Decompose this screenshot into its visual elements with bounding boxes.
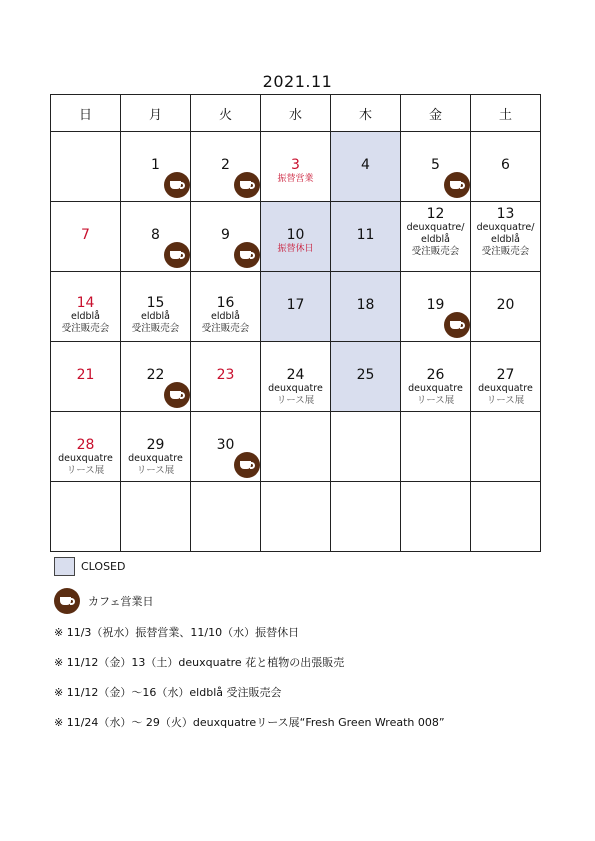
day-number: 16	[216, 295, 235, 311]
day-number: 7	[81, 227, 90, 243]
day-number: 18	[356, 297, 375, 313]
weekday-header-row	[51, 95, 541, 132]
day-cell-empty	[51, 132, 121, 202]
day-number: 14	[76, 295, 95, 311]
day-cell	[471, 132, 541, 202]
week-row	[51, 412, 541, 482]
coffee-cup-icon	[164, 172, 190, 198]
day-number: 13	[496, 206, 515, 222]
weekday-thu: 木	[331, 95, 401, 132]
day-cell-empty	[331, 482, 401, 552]
event-label: 受注販売会	[61, 323, 110, 334]
day-cell	[191, 272, 261, 342]
event-label: リース展	[136, 465, 175, 476]
event-label: 受注販売会	[411, 246, 460, 257]
day-cell	[471, 342, 541, 412]
day-cell	[401, 202, 471, 272]
day-number: 28	[76, 437, 95, 453]
day-cell-closed	[331, 272, 401, 342]
calendar-title: 2021.11	[262, 72, 333, 91]
day-number: 9	[221, 227, 230, 243]
day-cell	[401, 272, 471, 342]
legend-closed-label: CLOSED	[81, 560, 126, 573]
event-label: deuxquatre	[268, 383, 323, 394]
event-label: リース展	[416, 395, 455, 406]
day-cell	[191, 412, 261, 482]
legend-closed	[54, 557, 125, 576]
day-number: 23	[216, 367, 235, 383]
weekday-sat: 土	[471, 95, 541, 132]
day-cell-closed	[331, 132, 401, 202]
weekday-mon: 月	[121, 95, 191, 132]
day-number: 5	[431, 157, 440, 173]
event-label: eldblå	[490, 234, 520, 245]
event-label: eldblå	[70, 311, 100, 322]
coffee-cup-icon	[444, 312, 470, 338]
day-cell	[471, 272, 541, 342]
notes-list	[54, 618, 445, 738]
event-label: 受注販売会	[481, 246, 530, 257]
day-cell	[191, 132, 261, 202]
closed-swatch	[54, 557, 75, 576]
day-number: 21	[76, 367, 95, 383]
day-note: 振替営業	[277, 174, 314, 184]
day-number: 24	[286, 367, 305, 383]
coffee-cup-icon	[234, 242, 260, 268]
day-note: 振替休日	[277, 244, 314, 254]
coffee-cup-icon	[54, 588, 80, 614]
day-cell-empty	[261, 412, 331, 482]
day-number: 12	[426, 206, 445, 222]
day-cell	[401, 132, 471, 202]
weekday-fri: 金	[401, 95, 471, 132]
day-cell	[121, 412, 191, 482]
day-number: 30	[216, 437, 235, 453]
day-cell	[121, 342, 191, 412]
event-label: eldblå	[210, 311, 240, 322]
week-row	[51, 482, 541, 552]
day-cell-closed	[331, 202, 401, 272]
day-cell-closed	[261, 272, 331, 342]
event-label: deuxquatre	[408, 383, 463, 394]
day-number: 8	[151, 227, 160, 243]
day-cell-empty	[261, 482, 331, 552]
day-number: 1	[151, 157, 160, 173]
coffee-cup-icon	[444, 172, 470, 198]
day-cell-empty	[191, 482, 261, 552]
day-cell-closed	[261, 202, 331, 272]
day-cell-empty	[121, 482, 191, 552]
day-cell	[261, 342, 331, 412]
day-number: 2	[221, 157, 230, 173]
day-cell	[121, 202, 191, 272]
day-number: 10	[286, 227, 305, 243]
coffee-cup-icon	[234, 172, 260, 198]
day-cell	[121, 272, 191, 342]
day-number: 29	[146, 437, 165, 453]
day-number: 26	[426, 367, 445, 383]
event-label: eldblå	[140, 311, 170, 322]
day-cell	[51, 202, 121, 272]
event-label: eldblå	[420, 234, 450, 245]
day-number: 4	[361, 157, 370, 173]
event-label: deuxquatre/	[406, 222, 465, 233]
coffee-cup-icon	[164, 382, 190, 408]
week-row	[51, 132, 541, 202]
coffee-cup-icon	[234, 452, 260, 478]
week-row	[51, 202, 541, 272]
event-label: deuxquatre	[58, 453, 113, 464]
day-number: 11	[356, 227, 375, 243]
day-cell-empty	[51, 482, 121, 552]
note-item: ※ 11/24（水）〜 29（火）deuxquatreリース展“Fresh Green Wreath 008”	[54, 716, 445, 729]
day-cell	[471, 202, 541, 272]
day-number: 27	[496, 367, 515, 383]
day-cell	[261, 132, 331, 202]
day-cell-empty	[401, 482, 471, 552]
event-label: リース展	[276, 395, 315, 406]
day-cell	[191, 202, 261, 272]
day-cell-empty	[401, 412, 471, 482]
day-cell-empty	[331, 412, 401, 482]
event-label: リース展	[66, 465, 105, 476]
day-cell	[401, 342, 471, 412]
weekday-sun: 日	[51, 95, 121, 132]
day-cell	[51, 412, 121, 482]
event-label: deuxquatre	[478, 383, 533, 394]
week-row	[51, 272, 541, 342]
day-number: 19	[426, 297, 445, 313]
coffee-cup-icon	[164, 242, 190, 268]
day-cell	[191, 342, 261, 412]
day-cell-empty	[471, 412, 541, 482]
weekday-tue: 火	[191, 95, 261, 132]
event-label: deuxquatre	[128, 453, 183, 464]
week-row	[51, 342, 541, 412]
event-label: リース展	[486, 395, 525, 406]
day-number: 20	[496, 297, 515, 313]
day-cell-closed	[331, 342, 401, 412]
calendar-grid	[50, 94, 541, 552]
event-label: 受注販売会	[201, 323, 250, 334]
legend-cafe-label: カフェ営業日	[88, 595, 154, 608]
day-number: 15	[146, 295, 165, 311]
day-number: 25	[356, 367, 375, 383]
day-number: 22	[146, 367, 165, 383]
event-label: deuxquatre/	[476, 222, 535, 233]
event-label: 受注販売会	[131, 323, 180, 334]
day-cell	[51, 272, 121, 342]
legend-cafe	[54, 588, 153, 614]
day-cell-empty	[471, 482, 541, 552]
note-item: ※ 11/3（祝水）振替営業、11/10（水）振替休日	[54, 626, 300, 639]
day-number: 6	[501, 157, 510, 173]
day-cell	[51, 342, 121, 412]
note-item: ※ 11/12（金）13（土）deuxquatre 花と植物の出張販売	[54, 656, 345, 669]
note-item: ※ 11/12（金）〜16（水）eldblå 受注販売会	[54, 686, 282, 699]
day-cell	[121, 132, 191, 202]
day-number: 3	[291, 157, 300, 173]
day-number: 17	[286, 297, 305, 313]
weekday-wed: 水	[261, 95, 331, 132]
